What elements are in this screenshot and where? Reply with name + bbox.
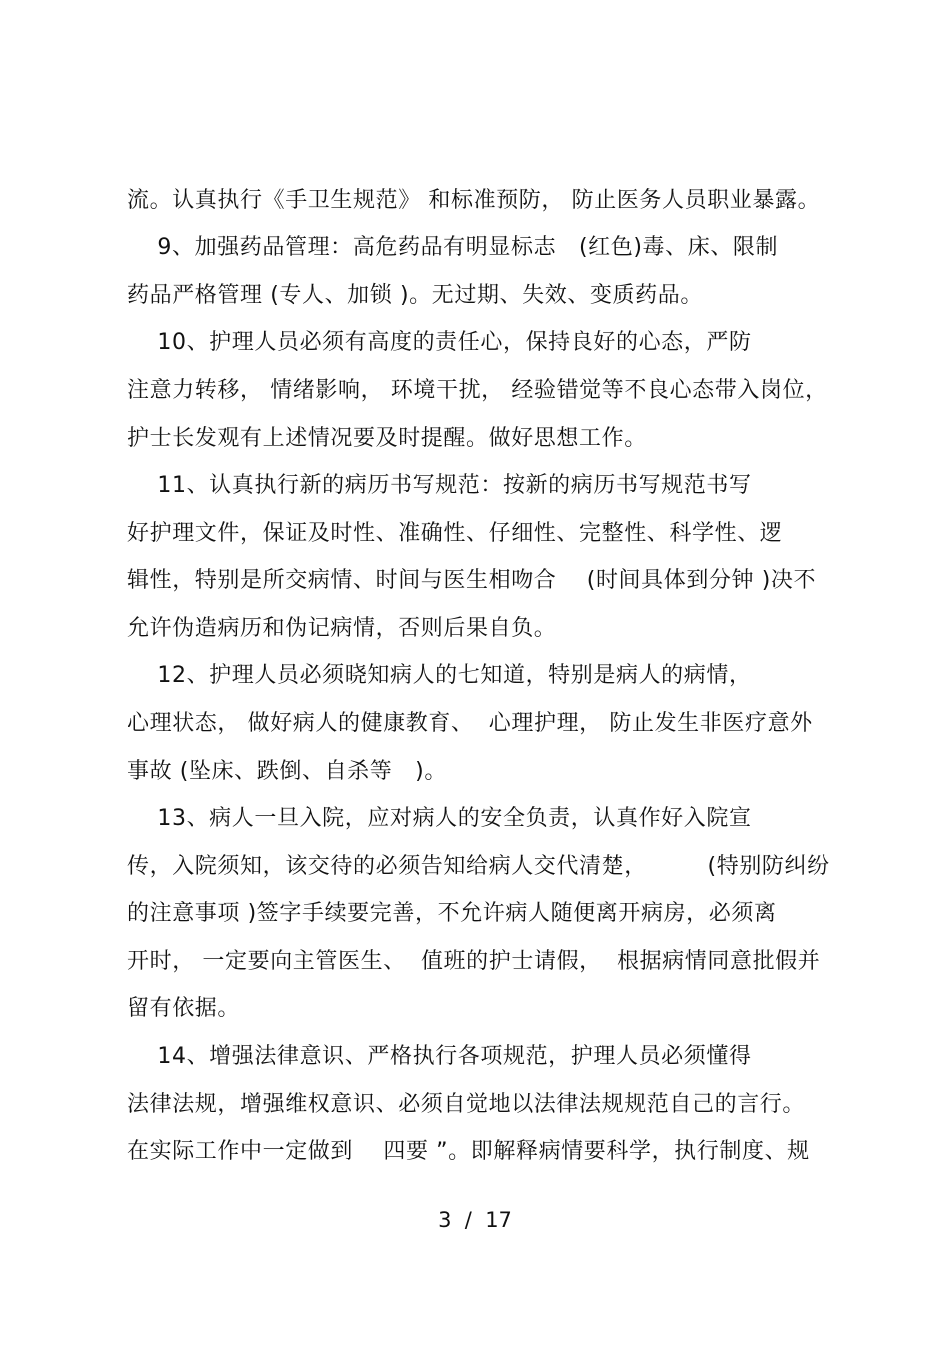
text-line: 11、认真执行新的病历书写规范：按新的病历书写规范书写 <box>127 473 752 498</box>
text-line: 9、加强药品管理：高危药品有明显标志 (红色)毒、床、限制 <box>127 235 779 260</box>
text-line: 13、病人一旦入院，应对病人的安全负责，认真作好入院宣 <box>127 806 752 831</box>
text-line: 辑性，特别是所交病情、时间与医生相吻合 (时间具体到分钟 )决不 <box>127 568 817 593</box>
text-line: 在实际工作中一定做到 四要 ”。即解释病情要科学，执行制度、规 <box>127 1139 810 1164</box>
text-line: 开时， 一定要向主管医生、 值班的护士请假， 根据病情同意批假并 <box>127 949 821 974</box>
text-line: 传，入院须知，该交待的必须告知给病人交代清楚， (特别防纠纷 <box>127 854 830 879</box>
text-line: 注意力转移， 情绪影响， 环境干扰， 经验错觉等不良心态带入岗位， <box>127 378 828 403</box>
text-line: 10、护理人员必须有高度的责任心，保持良好的心态，严防 <box>127 330 752 355</box>
text-line: 好护理文件，保证及时性、准确性、仔细性、完整性、科学性、逻 <box>127 521 783 546</box>
text-line: 事故 (坠床、跌倒、自杀等 )。 <box>127 759 447 784</box>
page-number: 3 / 17 <box>438 1208 512 1232</box>
text-line: 护士长发观有上述情况要及时提醒。做好思想工作。 <box>127 426 647 451</box>
text-line: 12、护理人员必须晓知病人的七知道，特别是病人的病情， <box>127 663 752 688</box>
text-line: 的注意事项 )签字手续要完善，不允许病人随便离开病房，必须离 <box>127 901 777 926</box>
text-line: 药品严格管理 (专人、加锁 )。无过期、失效、变质药品。 <box>127 283 703 308</box>
text-line: 14、增强法律意识、严格执行各项规范，护理人员必须懂得 <box>127 1044 752 1069</box>
text-line: 留有依据。 <box>127 996 241 1021</box>
text-line: 法律法规，增强维权意识、必须自觉地以法律法规规范自己的言行。 <box>127 1092 806 1117</box>
text-line: 流。认真执行《手卫生规范》 和标准预防， 防止医务人员职业暴露。 <box>127 188 821 213</box>
text-line: 允许伪造病历和伪记病情，否则后果自负。 <box>127 616 557 641</box>
text-line: 心理状态， 做好病人的健康教育、 心理护理， 防止发生非医疗意外 <box>127 711 813 736</box>
